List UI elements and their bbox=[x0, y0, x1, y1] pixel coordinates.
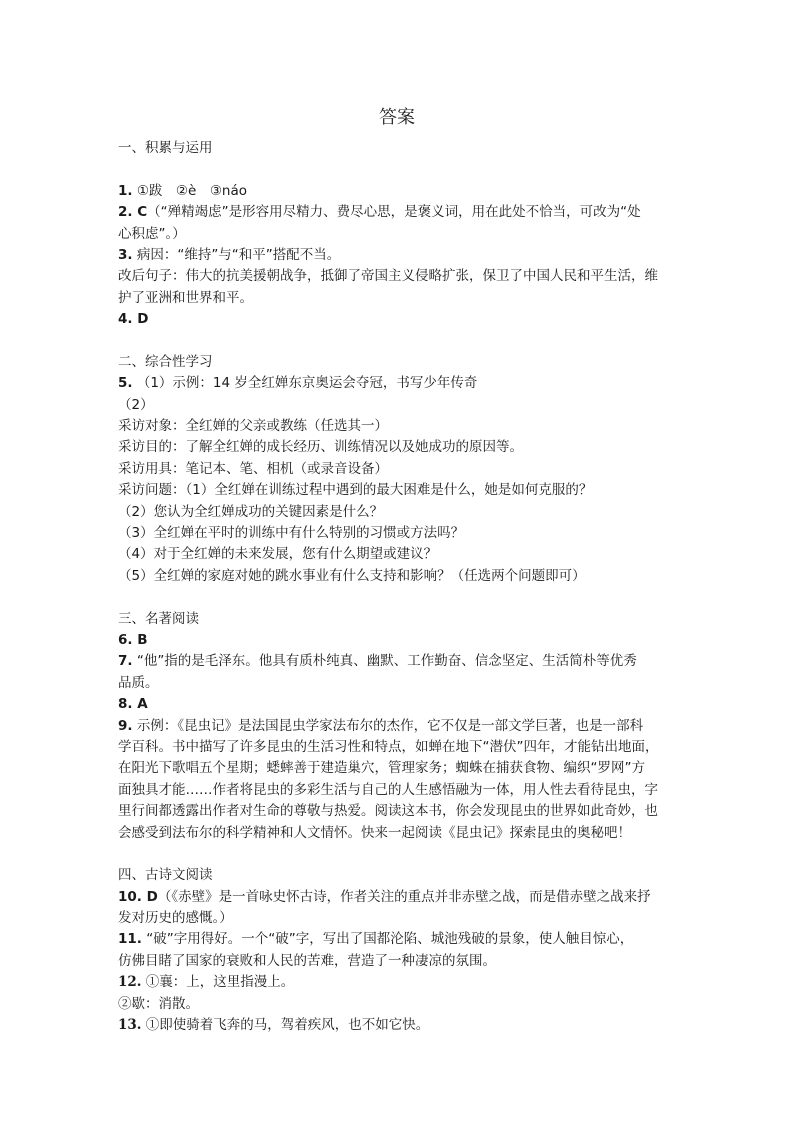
answer-9-cont: 里行间都透露出作者对生命的尊敬与热爱。阅读这本书，你会发现昆虫的世界如此奇妙，也 bbox=[118, 803, 658, 820]
answer-5: 5. （1）示例：14 岁全红婵东京奥运会夺冠，书写少年传奇 bbox=[118, 375, 478, 392]
answer-7-cont: 品质。 bbox=[118, 674, 159, 691]
answer-9-cont: 在阳光下歌唱五个星期；蟋蟀善于建造巢穴，管理家务；蜘蛛在捕获食物、编织“罗网”方 bbox=[118, 760, 645, 777]
answer-1: 1. ①跋 ②è ③náo bbox=[118, 182, 248, 199]
answer-2-cont: 心积虑”。） bbox=[118, 225, 186, 242]
page-title: 答案 bbox=[379, 107, 415, 128]
answer-5-line: （2） bbox=[118, 396, 154, 413]
answer-9-cont: 学百科。书中描写了许多昆虫的生活习性和特点，如蝉在地下“潜伏”四年，才能钻出地面， bbox=[118, 738, 659, 755]
answer-5-line: 采访问题：（1）全红婵在训练过程中遇到的最大困难是什么，她是如何克服的？ bbox=[118, 482, 593, 499]
answer-5-line: （3）全红婵在平时的训练中有什么特别的习惯或方法吗？ bbox=[118, 525, 465, 542]
section-heading: 四、古诗文阅读 bbox=[118, 867, 213, 884]
answer-3-cont: 改后句子：伟大的抗美援朝战争，抵御了帝国主义侵略扩张，保卫了中国人民和平生活，维 bbox=[118, 268, 658, 285]
answer-12: 12. ①襄：上，这里指漫上。 bbox=[118, 974, 295, 991]
answer-9-cont: 面独具才能……作者将昆虫的多彩生活与自己的人生感悟融为一体，用人性去看待昆虫，字 bbox=[118, 781, 658, 798]
answer-4: 4. D bbox=[118, 311, 149, 328]
answer-5-line: （4）对于全红婵的未来发展，您有什么期望或建议？ bbox=[118, 546, 438, 563]
answer-5-line: 采访对象：全红婵的父亲或教练（任选其一） bbox=[118, 418, 388, 435]
answer-11: 11. “破”字用得好。一个“破”字，写出了国都沦陷、城池残破的景象，使人触目惊心， bbox=[118, 931, 634, 948]
answer-3: 3. 病因：“维持”与“和平”搭配不当。 bbox=[118, 246, 341, 263]
answer-5-line: （5）全红婵的家庭对她的跳水事业有什么支持和影响？（任选两个问题即可） bbox=[118, 567, 586, 584]
answer-13: 13. ①即使骑着飞奔的马，驾着疾风，也不如它快。 bbox=[118, 1017, 430, 1034]
section-heading: 三、名著阅读 bbox=[118, 610, 199, 627]
answer-7: 7. “他”指的是毛泽东。他具有质朴纯真、幽默、工作勤奋、信念坚定、生活简朴等优秀 bbox=[118, 653, 637, 670]
section-heading: 二、综合性学习 bbox=[118, 353, 213, 370]
answer-3-cont: 护了亚洲和世界和平。 bbox=[118, 289, 253, 306]
answer-12-cont: ②歇：消散。 bbox=[118, 995, 199, 1012]
answer-10: 10. D（《赤壁》是一首咏史怀古诗，作者关注的重点并非赤壁之战，而是借赤壁之战来抒 bbox=[118, 888, 651, 905]
section-heading: 一、积累与运用 bbox=[118, 140, 213, 156]
answer-6: 6. B bbox=[118, 631, 148, 648]
answer-2: 2. C（“殚精竭虑”是形容用尽精力、费尽心思，是褒义词，用在此处不恰当，可改为“处 bbox=[118, 204, 641, 221]
answer-9: 9. 示例：《昆虫记》是法国昆虫学家法布尔的杰作，它不仅是一部文学巨著，也是一部科 bbox=[118, 717, 644, 734]
answer-10-cont: 发对历史的感慨。） bbox=[118, 910, 233, 927]
answer-8: 8. A bbox=[118, 696, 148, 713]
answer-5-line: 采访用具：笔记本、笔、相机（或录音设备） bbox=[118, 460, 388, 477]
answer-9-cont: 会感受到法布尔的科学精神和人文情怀。快来一起阅读《昆虫记》探索昆虫的奥秘吧！ bbox=[118, 824, 631, 841]
answer-5-line: 采访目的：了解全红婵的成长经历、训练情况以及她成功的原因等。 bbox=[118, 439, 523, 456]
answer-body bbox=[118, 138, 690, 1036]
answer-5-line: （2）您认为全红婵成功的关键因素是什么？ bbox=[118, 503, 384, 520]
answer-11-cont: 仿佛目睹了国家的衰败和人民的苦难，营造了一种凄凉的氛围。 bbox=[118, 952, 496, 969]
